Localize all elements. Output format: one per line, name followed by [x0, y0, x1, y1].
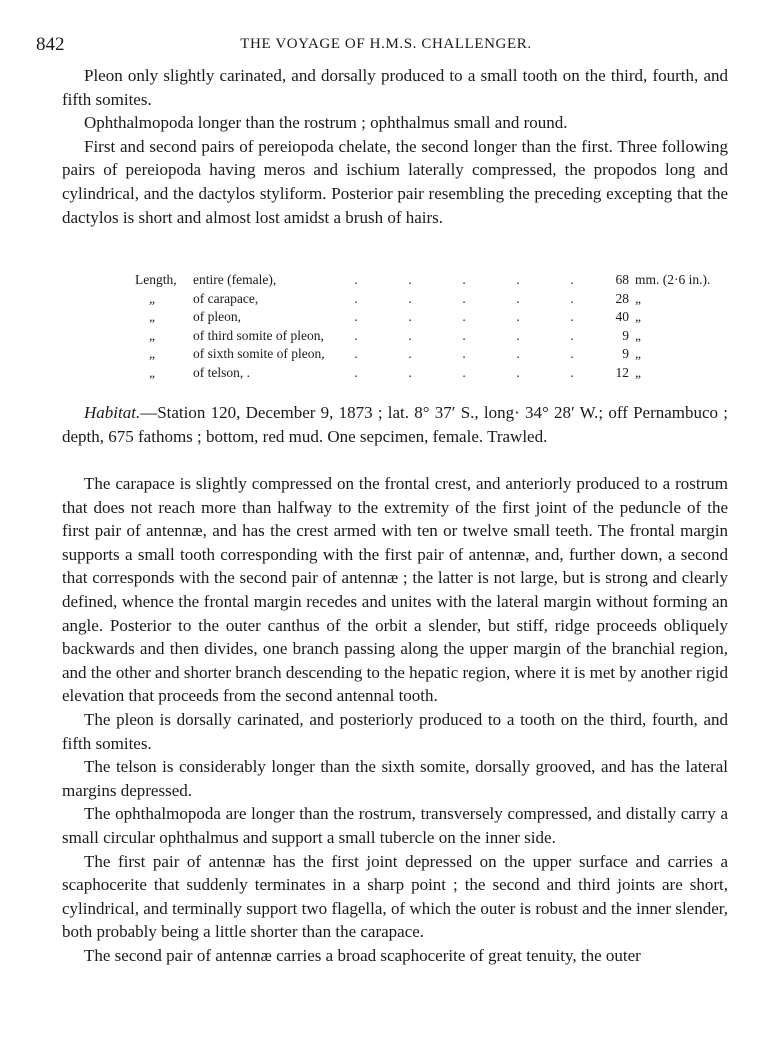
- leader-dot: .: [570, 309, 574, 325]
- measurement-row: [135, 290, 710, 309]
- leader-dot: .: [408, 290, 412, 306]
- description-text: [62, 472, 728, 967]
- measurement-value: 9: [622, 346, 629, 362]
- leader-dot: .: [516, 290, 520, 306]
- measurement-row: [135, 271, 710, 290]
- measurement-value: 68: [615, 272, 629, 287]
- paragraph: The pleon is dorsally carinated, and posteriorly produced to a tooth on the third, fourth, and fifth somites.: [62, 709, 728, 753]
- paragraph: First and second pairs of pereiopoda chelate, the second longer than the first. Three following pairs of pereiopoda having meros and ischium laterally compressed, the propodos long and cylindrical, and the dactylos styliform. Posterior pair resembling the preceding excepting that the dactylos is short and almost lost amidst a brush of hairs.: [62, 136, 728, 227]
- leader-dot: .: [408, 309, 412, 325]
- measurement-unit: „: [635, 346, 641, 362]
- measurement-prefix: „: [149, 327, 155, 343]
- leader-dot: .: [354, 290, 358, 306]
- measurement-prefix: Length,: [135, 272, 177, 287]
- leader-dot: .: [354, 272, 358, 287]
- paragraph: The carapace is slightly compressed on the frontal crest, and anteriorly produced to a rostrum that does not reach more than halfway to the extremity of the first joint of the peduncle of the first pair of antennæ, and has the crest armed with ten or twelve small teeth. The frontal margin supports a small tooth corresponding with the first pair of antennæ, and, further down, a second that corresponds with the second pair of antennæ ; the latter is not large, but is strong and clearly defined, whence the frontal margin recedes and unites with the lateral margin without forming an angle. Posterior to the outer canthus of the orbit a slender, but stiff, ridge proceeds obliquely backwards and then divides, one branch passing along the upper margin of the branchial region, and the other and shorter branch descending to the hepatic region, where it is met by another rigid elevation that proceeds from the second antennal tooth.: [62, 474, 728, 706]
- measurements-table: [135, 271, 710, 383]
- leader-dot: .: [570, 327, 574, 343]
- measurement-prefix: „: [149, 364, 155, 380]
- leader-dot: .: [462, 272, 466, 287]
- leader-dot: .: [462, 309, 466, 325]
- measurement-label: of carapace,: [193, 290, 259, 306]
- paragraph: The second pair of antennæ carries a broad scaphocerite of great tenuity, the outer: [84, 945, 641, 965]
- leader-dot: .: [408, 364, 412, 380]
- leader-dot: .: [354, 364, 358, 380]
- leader-dot: .: [570, 364, 574, 380]
- measurement-label: of sixth somite of pleon,: [193, 346, 325, 362]
- running-title: THE VOYAGE OF H.M.S. CHALLENGER.: [240, 36, 532, 52]
- leader-dot: .: [354, 346, 358, 362]
- measurement-value: 40: [615, 309, 629, 325]
- measurement-unit: mm. (2·6 in.).: [635, 272, 711, 287]
- measurement-row: [135, 345, 710, 364]
- intro-text: [62, 64, 728, 229]
- paragraph: Ophthalmopoda longer than the rostrum ; ophthalmus small and round.: [84, 113, 568, 133]
- leader-dot: .: [516, 364, 520, 380]
- measurement-prefix: „: [149, 309, 155, 325]
- leader-dot: .: [570, 290, 574, 306]
- paragraph: The ophthalmopoda are longer than the rostrum, transversely compressed, and distally carry a small circular ophthalmus and support a small tubercle on the inner side.: [62, 804, 728, 847]
- leader-dot: .: [408, 346, 412, 362]
- measurement-label: of pleon,: [193, 309, 241, 325]
- measurement-unit: „: [635, 364, 641, 380]
- paragraph: The first pair of antennæ has the first joint depressed on the upper surface and carries a scaphocerite that suddenly terminates in a sharp point ; the second and third joints are short, cylindrical, and terminally support two flagella, of which the outer is robust and the inner slender, both probably being a little shorter than the carapace.: [62, 851, 728, 942]
- measurement-prefix: „: [149, 290, 155, 306]
- habitat-label: Habitat.: [84, 403, 141, 422]
- habitat-paragraph: [62, 401, 728, 448]
- leader-dot: .: [462, 346, 466, 362]
- measurement-value: 28: [615, 290, 629, 306]
- measurement-row: [135, 308, 710, 327]
- leader-dot: .: [516, 272, 520, 287]
- leader-dot: .: [354, 327, 358, 343]
- page-number: 842: [36, 34, 65, 55]
- measurement-row: [135, 364, 710, 383]
- measurement-label: entire (female),: [193, 272, 277, 287]
- leader-dot: .: [570, 346, 574, 362]
- leader-dot: .: [516, 346, 520, 362]
- paragraph: The telson is considerably longer than the sixth somite, dorsally grooved, and has the lateral margins depressed.: [62, 757, 728, 800]
- leader-dot: .: [462, 290, 466, 306]
- measurement-label: of telson, .: [193, 364, 250, 380]
- measurement-unit: „: [635, 327, 641, 343]
- measurement-label: of third somite of pleon,: [193, 327, 324, 343]
- measurement-unit: „: [635, 290, 641, 306]
- measurement-unit: „: [635, 309, 641, 325]
- leader-dot: .: [354, 309, 358, 325]
- measurement-value: 9: [622, 327, 629, 343]
- measurement-prefix: „: [149, 346, 155, 362]
- measurement-row: [135, 327, 710, 346]
- page-header: [36, 34, 736, 56]
- leader-dot: .: [516, 309, 520, 325]
- leader-dot: .: [516, 327, 520, 343]
- measurement-value: 12: [615, 364, 629, 380]
- habitat-text: —Station 120, December 9, 1873 ; lat. 8° 37′ S., long· 34° 28′ W.; off Pernambuco ; depth, 675 fathoms ; bottom, red mud. One sepcimen, female. Trawled.: [62, 403, 728, 446]
- leader-dot: .: [462, 364, 466, 380]
- leader-dot: .: [408, 272, 412, 287]
- leader-dot: .: [462, 327, 466, 343]
- leader-dot: .: [408, 327, 412, 343]
- paragraph: Pleon only slightly carinated, and dorsally produced to a small tooth on the third, fourth, and fifth somites.: [62, 66, 728, 109]
- leader-dot: .: [570, 272, 574, 287]
